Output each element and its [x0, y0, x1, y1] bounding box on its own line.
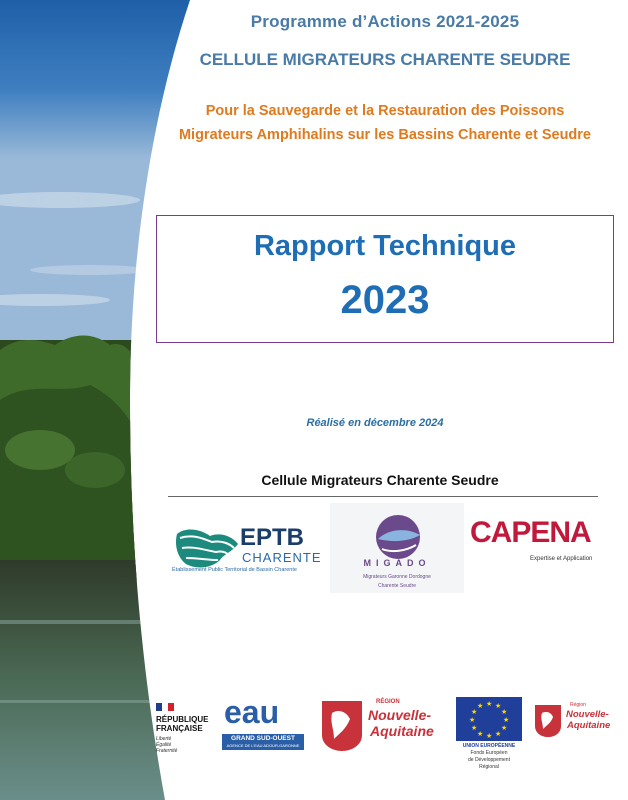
republique-line-1: RÉPUBLIQUE: [156, 715, 209, 724]
region-small: RÉGION: [376, 699, 400, 705]
eptb-sub: CHARENTE: [242, 550, 322, 565]
capena-logo: [470, 514, 608, 574]
subtitle-line-2: Migrateurs Amphihalins sur les Bassins Charente et Seudre: [178, 127, 592, 143]
region-name-2: Aquitaine: [370, 723, 434, 739]
migado-caption-2: Charente Seudre: [377, 583, 417, 589]
svg-text:★: ★: [486, 700, 493, 708]
capena-name: CAPENA: [470, 516, 591, 549]
ue-line-3: de Développement: [468, 757, 510, 763]
eptb-charente-logo: [172, 520, 322, 580]
cellule-title: CELLULE MIGRATEURS CHARENTE SEUDRE: [199, 50, 571, 69]
flag-icon: [156, 703, 174, 711]
report-title-box: [156, 215, 614, 343]
svg-text:★: ★: [486, 732, 493, 740]
svg-text:★: ★: [471, 724, 478, 732]
region-name-1: Nouvelle-: [368, 707, 432, 723]
ue-line-4: Régional: [479, 764, 499, 770]
republique-motto-2: Égalité: [156, 742, 172, 748]
region-shield-small-icon: [534, 704, 562, 738]
report-year: 2023: [340, 278, 430, 322]
eau-name: eau: [224, 694, 280, 730]
ue-line-2: Fonds Européen: [470, 750, 508, 756]
svg-text:★: ★: [495, 702, 502, 710]
report-title: Rapport Technique: [253, 230, 517, 262]
eau-line-2: AGENCE DE L'EAU ADOUR-GARONNE: [226, 743, 300, 748]
svg-text:★: ★: [469, 716, 476, 724]
region-nouvelle-aquitaine-logo: [320, 697, 440, 755]
region2-name-2: Aquitaine: [567, 720, 611, 731]
republique-motto-1: Liberté: [156, 736, 172, 742]
svg-text:★: ★: [477, 730, 484, 738]
svg-text:★: ★: [503, 716, 510, 724]
capena-caption: Expertise et Application: [530, 556, 593, 562]
svg-text:★: ★: [471, 708, 478, 716]
migado-logo: [330, 503, 464, 593]
migado-name: MIGADO: [363, 558, 431, 568]
republique-motto-3: Fraternité: [156, 748, 178, 754]
eptb-caption: Établissement Public Territorial de Bassin Charente: [172, 567, 297, 573]
region-shield-icon: [320, 699, 364, 753]
eau-line-1: GRAND SUD-OUEST: [231, 735, 295, 742]
divider: [168, 496, 598, 497]
republique-francaise-logo: [156, 703, 216, 763]
date-realised: Réalisé en décembre 2024: [306, 417, 444, 429]
eu-flag-icon: [456, 697, 522, 741]
region-nouvelle-aquitaine-small-logo: [534, 702, 620, 742]
subtitle-line-1: Pour la Sauvegarde et la Restauration des Poissons: [205, 103, 565, 119]
programme-title: Programme d’Actions 2021-2025: [250, 12, 520, 31]
ue-line-1: UNION EUROPÉENNE: [462, 743, 516, 749]
region2-small: Région: [570, 702, 586, 708]
svg-text:★: ★: [501, 724, 508, 732]
svg-text:★: ★: [477, 702, 484, 710]
union-europeenne-logo: [454, 697, 524, 773]
region2-name-1: Nouvelle-: [566, 709, 609, 720]
eptb-name: EPTB: [240, 524, 305, 551]
cellule-label: Cellule Migrateurs Charente Seudre: [261, 472, 499, 488]
cover-photo: [0, 0, 200, 800]
agence-eau-logo: [222, 694, 304, 752]
svg-text:★: ★: [501, 708, 508, 716]
republique-line-2: FRANÇAISE: [156, 724, 203, 733]
migado-caption-1: Migrateurs Garonne Dordogne: [363, 574, 431, 580]
svg-text:★: ★: [495, 730, 502, 738]
